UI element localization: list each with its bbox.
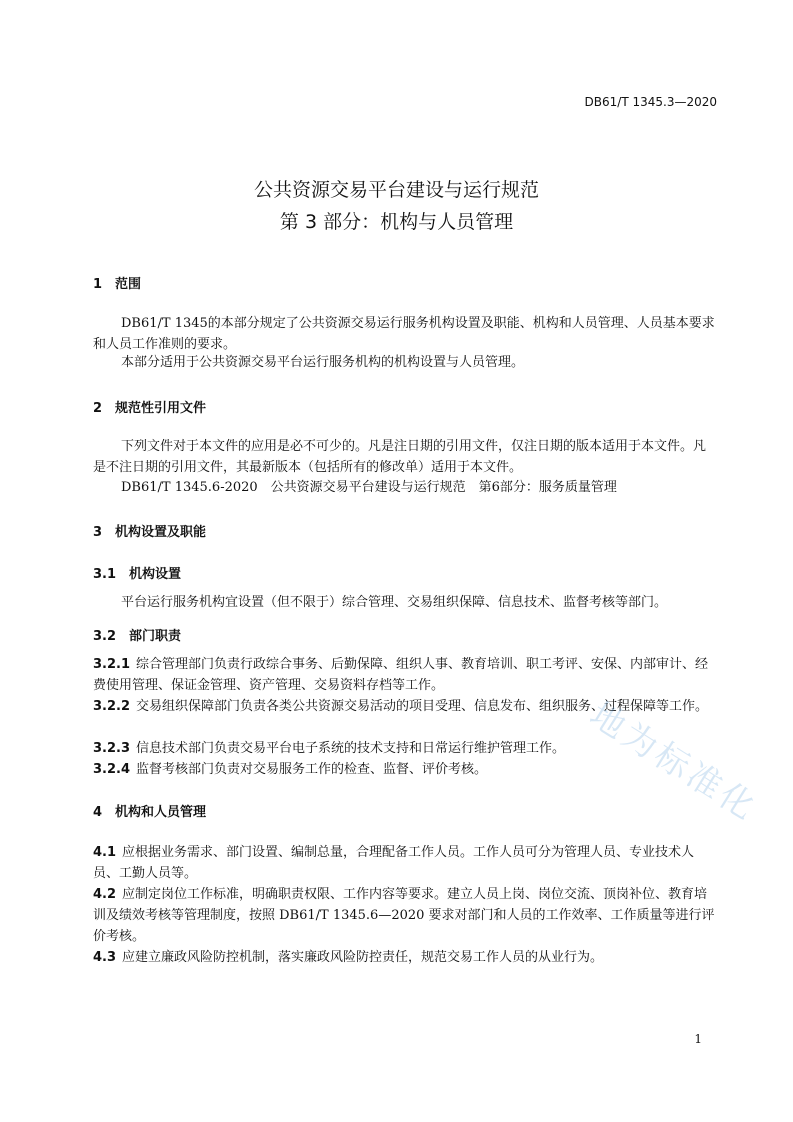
clause-text: 交易组织保障部门负责各类公共资源交易活动的项目受理、信息发布、组织服务、过程保障等工作。 xyxy=(136,699,709,714)
standard-code: DB61/T 1345.3—2020 xyxy=(584,95,717,109)
section-title: 机构设置及职能 xyxy=(115,525,207,540)
clause-number: 4.3 xyxy=(93,950,117,965)
document-subtitle: 第 3 部分：机构与人员管理 xyxy=(279,211,514,233)
subsection-3-1-heading xyxy=(93,563,181,582)
clause-text: 信息技术部门负责交易平台电子系统的技术支持和日常运行维护管理工作。 xyxy=(136,741,566,756)
clause-item xyxy=(93,947,717,968)
section-3-heading xyxy=(93,521,206,540)
paragraph: 本部分适用于公共资源交易平台运行服务机构的机构设置与人员管理。 xyxy=(121,355,525,370)
section-number: 4 xyxy=(93,805,103,820)
clause-number: 3.2.4 xyxy=(93,762,131,777)
clause-number: 3.2.3 xyxy=(93,741,131,756)
subsection-number: 3.1 xyxy=(93,567,117,582)
subsection-title: 机构设置 xyxy=(129,567,182,582)
clause-item xyxy=(93,842,717,884)
subsection-3-2-heading xyxy=(93,625,181,644)
section-1-heading xyxy=(93,273,141,292)
paragraph: 平台运行服务机构宜设置（但不限于）综合管理、交易组织保障、信息技术、监督考核等部门。 xyxy=(121,595,668,610)
paragraph: DB61/T 1345的本部分规定了公共资源交易运行服务机构设置及职能、机构和人员管理、人员基本要求和人员工作准则的要求。 xyxy=(93,316,715,352)
section-title: 规范性引用文件 xyxy=(115,401,207,416)
clause-text: 应制定岗位工作标准，明确职责权限、工作内容等要求。建立人员上岗、岗位交流、顶岗补位、教育培训及绩效考核等管理制度，按照 DB61/T 1345.6—2020 要求对部门和人员的工作效率、工作质量等进行评价考核。 xyxy=(93,887,715,944)
section-number: 3 xyxy=(93,525,103,540)
clause-text: 应根据业务需求、部门设置、编制总量，合理配备工作人员。工作人员可分为管理人员、专业技术人员、工勤人员等。 xyxy=(93,845,695,881)
section-2-heading xyxy=(93,397,206,416)
section-4-heading xyxy=(93,801,206,820)
clause-item xyxy=(93,759,717,780)
clause-text: 监督考核部门负责对交易服务工作的检查、监督、评价考核。 xyxy=(136,762,488,777)
clause-number: 3.2.1 xyxy=(93,657,131,672)
clause-item xyxy=(93,654,717,696)
clause-number: 3.2.2 xyxy=(93,699,131,714)
section-title: 机构和人员管理 xyxy=(115,805,207,820)
reference-entry: DB61/T 1345.6-2020 公共资源交易平台建设与运行规范 第6部分：服务质量管理 xyxy=(121,480,617,495)
document-title: 公共资源交易平台建设与运行规范 xyxy=(253,179,539,201)
watermark: 地为标准化 xyxy=(582,694,765,830)
page-number: 1 xyxy=(694,1032,702,1046)
clause-item xyxy=(93,884,717,947)
clause-text: 应建立廉政风险防控机制，落实廉政风险防控责任，规范交易工作人员的从业行为。 xyxy=(122,950,604,965)
paragraph: 下列文件对于本文件的应用是必不可少的。凡是注日期的引用文件，仅注日期的版本适用于本文件。凡是不注日期的引用文件，其最新版本（包括所有的修改单）适用于本文件。 xyxy=(93,439,707,475)
section-title: 范围 xyxy=(115,277,142,292)
clause-number: 4.1 xyxy=(93,845,117,860)
subsection-number: 3.2 xyxy=(93,629,117,644)
clause-number: 4.2 xyxy=(93,887,117,902)
subsection-title: 部门职责 xyxy=(129,629,182,644)
clause-text: 综合管理部门负责行政综合事务、后勤保障、组织人事、教育培训、职工考评、安保、内部审计、经费使用管理、保证金管理、资产管理、交易资料存档等工作。 xyxy=(93,657,709,693)
section-number: 1 xyxy=(93,277,103,292)
section-number: 2 xyxy=(93,401,103,416)
